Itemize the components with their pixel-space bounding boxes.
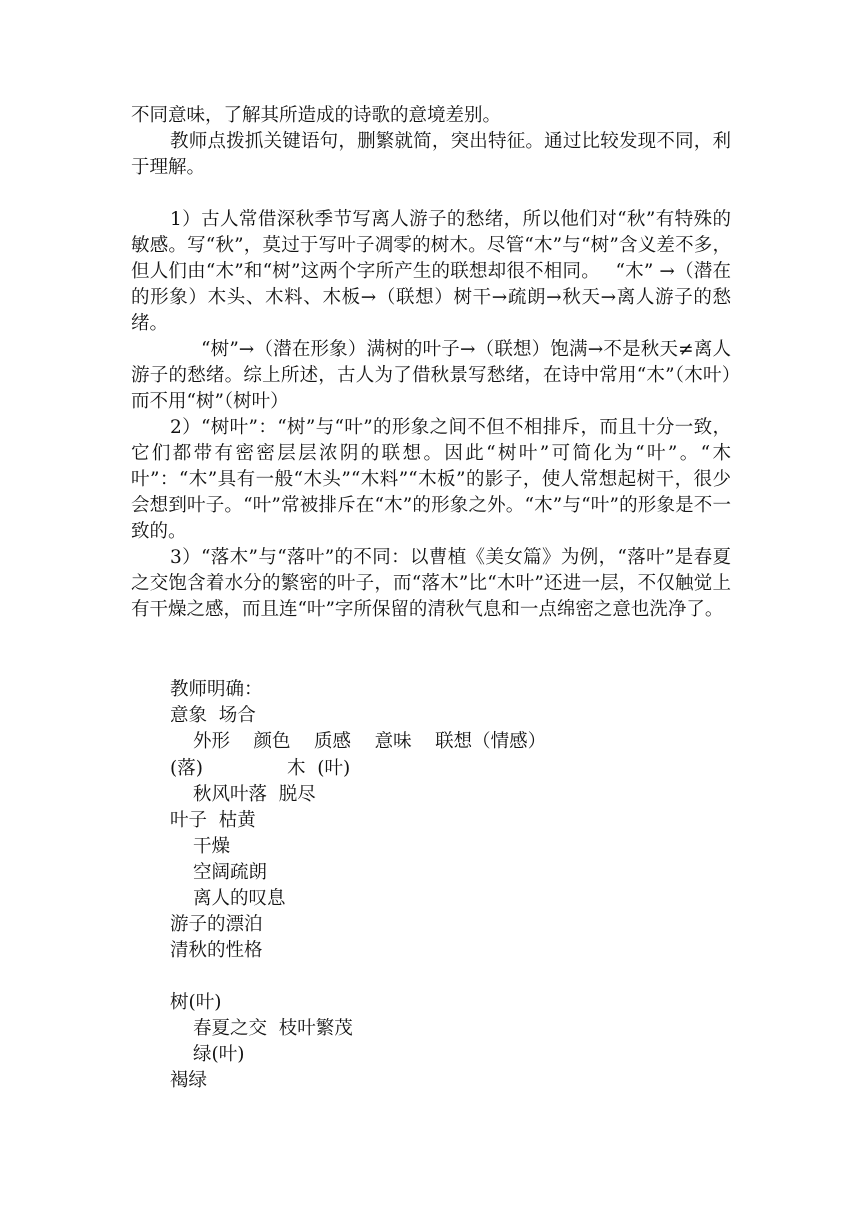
intro-paragraph-tail: 不同意味，了解其所造成的诗歌的意境差别。 [131,105,502,126]
point-3-paragraph: 3）“落木”与“落叶”的不同：以曹植《美女篇》为例，“落叶”是春夏之交饱含着水分的繁密的叶子，而“落木”比“木叶”还进一层，不仅触觉上有干燥之感，而且连“叶”字所保留的清秋气息和一点绵密之意也洗净了。 [131,547,731,620]
table-header-b: 外形 颜色 质感 意味 联想（情感） [193,731,547,752]
table-shu-ye: 树(叶) [170,992,222,1013]
table-line-9: 绿(叶) [193,1044,245,1065]
point-1b-paragraph: “树”→（潜在形象）满树的叶子→（联想）饱满→不是秋天≠离人游子的愁绪。综上所述，古人为了借秋景写愁绪，在诗中常用“木”（木叶）而不用“树”（树叶） [131,339,731,412]
table-line-1: 秋风叶落 脱尽 [193,784,316,805]
table-line-5: 离人的叹息 [193,888,286,909]
table-line-10: 褐绿 [170,1070,208,1091]
table-line-3: 干燥 [193,836,231,857]
table-line-2: 叶子 枯黄 [170,810,256,831]
table-line-4: 空阔疏朗 [193,862,268,883]
intro-paragraph: 教师点拨抓关键语句，删繁就简，突出特征。通过比较发现不同，利于理解。 [131,131,731,178]
teacher-clarify-heading: 教师明确： [170,679,263,700]
table-mu-ye: 木 (叶) [287,758,351,779]
table-luo: (落) [170,758,203,779]
point-2-paragraph: 2）“树叶”：“树”与“叶”的形象之间不但不相排斥，而且十分一致，它们都带有密密层层浓阴的联想。因此“树叶”可简化为“叶”。“木叶”：“木”具有一般“木头”“木料”“木板”的影子，使人常想起树干，很少会想到叶子。“叶”常被排斥在“木”的形象之外。“木”与“叶”的形象是不一致的。 [131,417,731,542]
table-line-7: 清秋的性格 [170,940,263,961]
table-line-8: 春夏之交 枝叶繁茂 [193,1018,353,1039]
point-1-paragraph: 1）古人常借深秋季节写离人游子的愁绪，所以他们对“秋”有特殊的敏感。写“秋”，莫过于写叶子凋零的树木。尽管“木”与“树”含义差不多，但人们由“木”和“树”这两个字所产生的联想却很不相同。 “木” →（潜在的形象）木头、木料、木板→（联想）树干→疏朗→秋天→离人游子的愁绪。 [131,209,731,334]
table-header-a: 意象 场合 [170,705,256,726]
table-line-6: 游子的漂泊 [170,914,263,935]
